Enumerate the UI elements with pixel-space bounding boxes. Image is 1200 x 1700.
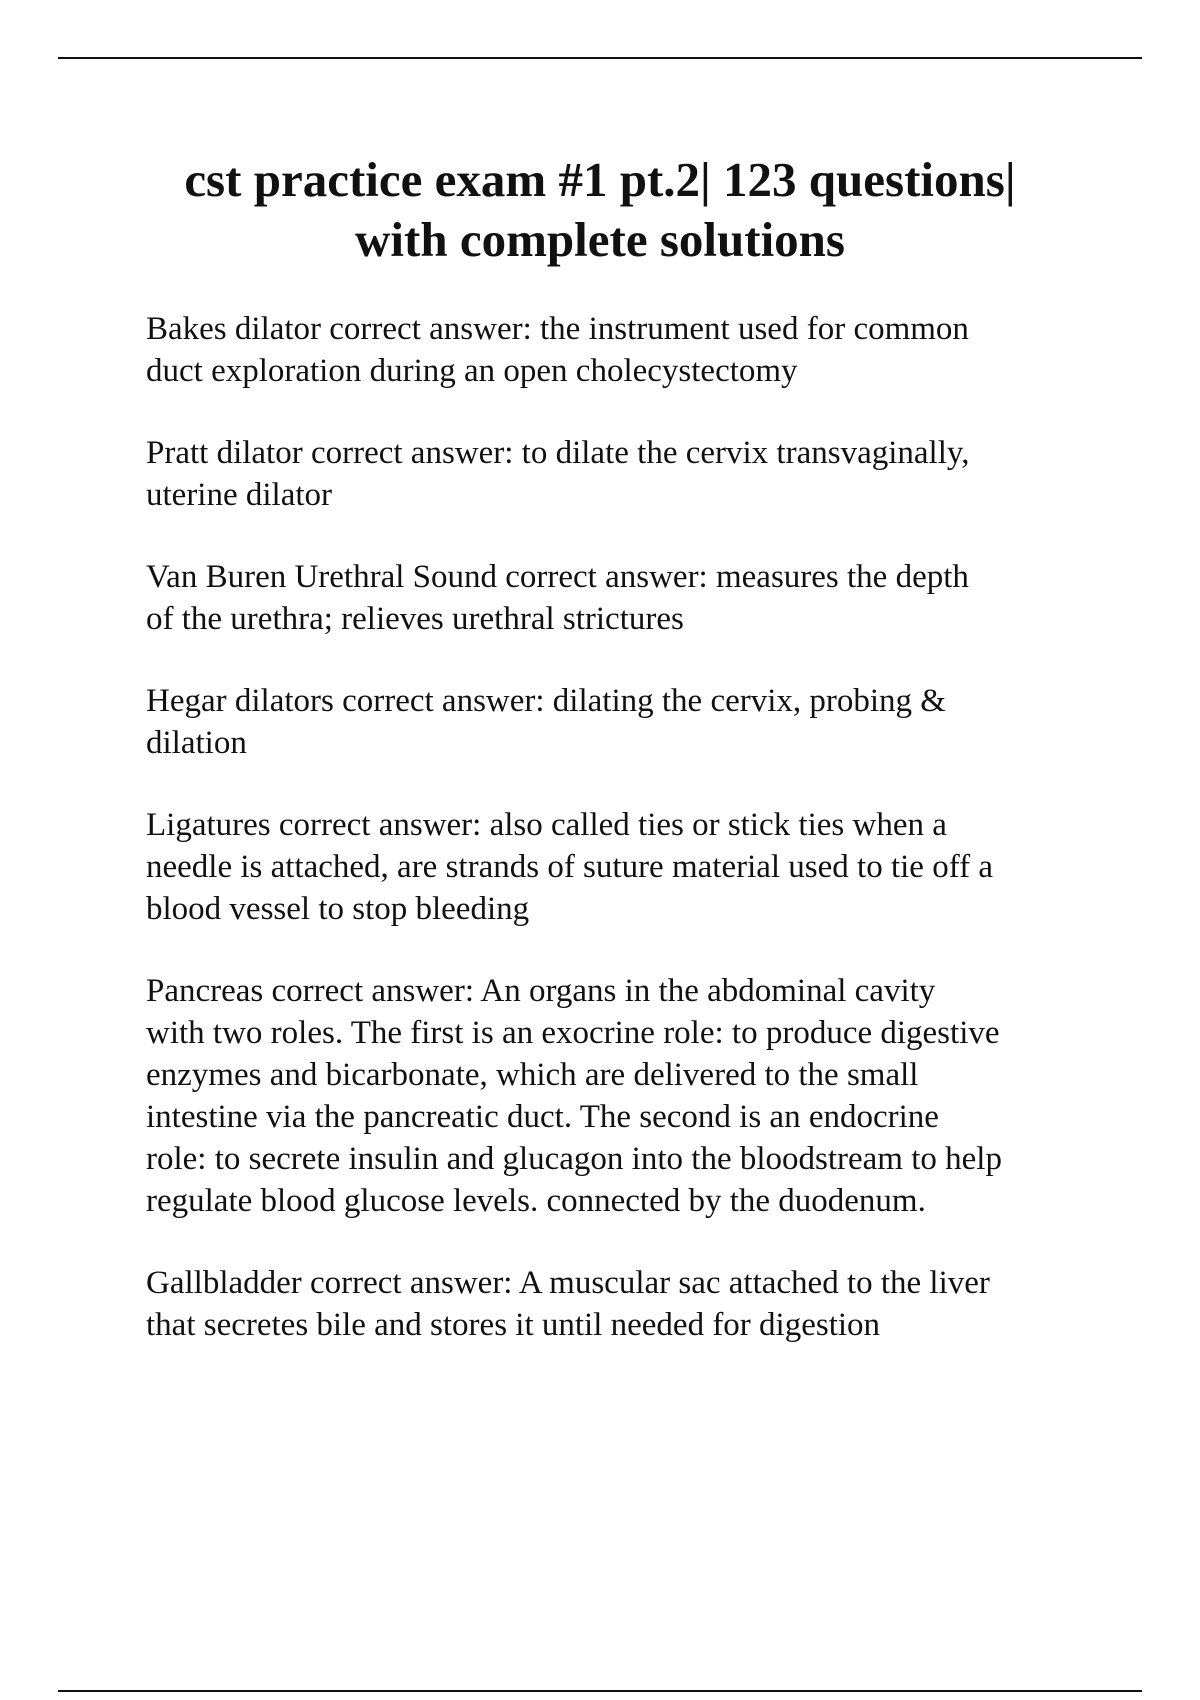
entry-pratt-dilator bbox=[146, 432, 1106, 516]
entry-line: duct exploration during an open cholecystectomy bbox=[146, 353, 798, 389]
entry-gallbladder bbox=[146, 1262, 1106, 1346]
qa-entries bbox=[146, 308, 1106, 1386]
entry-bakes-dilator bbox=[146, 308, 1106, 392]
entry-line: of the urethra; relieves urethral strictures bbox=[146, 601, 684, 637]
entry-line: blood vessel to stop bleeding bbox=[146, 891, 530, 927]
document-title bbox=[100, 150, 1100, 270]
entry-ligatures bbox=[146, 804, 1106, 930]
entry-line: Ligatures correct answer: also called ties or stick ties when a bbox=[146, 807, 947, 843]
entry-line: Pratt dilator correct answer: to dilate the cervix transvaginally, bbox=[146, 435, 970, 471]
entry-line: enzymes and bicarbonate, which are delivered to the small bbox=[146, 1057, 919, 1093]
entry-line: Hegar dilators correct answer: dilating the cervix, probing & bbox=[146, 683, 946, 719]
entry-pancreas bbox=[146, 970, 1106, 1222]
entry-line: Pancreas correct answer: An organs in the abdominal cavity bbox=[146, 973, 936, 1009]
entry-line: intestine via the pancreatic duct. The second is an endocrine bbox=[146, 1099, 939, 1135]
bottom-divider bbox=[58, 1690, 1142, 1692]
title-line: cst practice exam #1 pt.2| 123 questions| bbox=[184, 152, 1016, 207]
entry-line: uterine dilator bbox=[146, 477, 333, 513]
entry-line: Gallbladder correct answer: A muscular sac attached to the liver bbox=[146, 1265, 990, 1301]
entry-line: Van Buren Urethral Sound correct answer: measures the depth bbox=[146, 559, 969, 595]
entry-line: regulate blood glucose levels. connected by the duodenum. bbox=[146, 1183, 926, 1219]
entry-line: role: to secrete insulin and glucagon into the bloodstream to help bbox=[146, 1141, 1002, 1177]
entry-van-buren-urethral-sound bbox=[146, 556, 1106, 640]
entry-line: Bakes dilator correct answer: the instrument used for common bbox=[146, 311, 969, 347]
entry-line: needle is attached, are strands of suture material used to tie off a bbox=[146, 849, 993, 885]
entry-hegar-dilators bbox=[146, 680, 1106, 764]
entry-line: that secretes bile and stores it until needed for digestion bbox=[146, 1307, 881, 1343]
top-divider bbox=[58, 57, 1142, 59]
entry-line: with two roles. The first is an exocrine role: to produce digestive bbox=[146, 1015, 1000, 1051]
title-line: with complete solutions bbox=[355, 212, 845, 267]
entry-line: dilation bbox=[146, 725, 247, 761]
